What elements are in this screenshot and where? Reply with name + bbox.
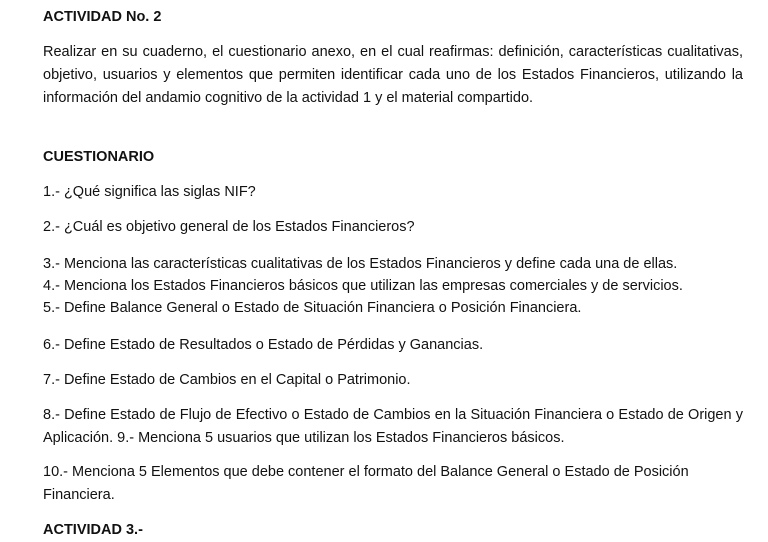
question-6: 6.- Define Estado de Resultados o Estado de Pérdidas y Ganancias.: [43, 337, 484, 353]
question-3: 3.- Menciona las características cualitativas de los Estados Financieros y define cada una de ellas.: [43, 256, 678, 272]
question-8-and-9: 8.- Define Estado de Flujo de Efectivo o Estado de Cambios en la Situación Financiera o Estado de Origen y Aplicación. 9.- Menciona 5 usuarios que utilizan los Estados Financieros básicos.: [43, 407, 743, 446]
question-1: 1.- ¿Qué significa las siglas NIF?: [43, 184, 256, 200]
question-2: 2.- ¿Cuál es objetivo general de los Estados Financieros?: [43, 219, 415, 235]
instructions-paragraph: Realizar en su cuaderno, el cuestionario anexo, en el cual reafirmas: definición, características cualitativas, objetivo, usuarios y elementos que permiten identificar cada uno de los Estados Financieros, utilizando la información del andamio cognitivo de la actividad 1 y el material compartido.: [43, 44, 743, 106]
activity-title: ACTIVIDAD No. 2: [43, 9, 162, 25]
question-4: 4.- Menciona los Estados Financieros básicos que utilizan las empresas comerciales y de servicios.: [43, 278, 683, 294]
question-7: 7.- Define Estado de Cambios en el Capital o Patrimonio.: [43, 372, 411, 388]
questionnaire-heading: CUESTIONARIO: [43, 149, 155, 165]
question-5: 5.- Define Balance General o Estado de Situación Financiera o Posición Financiera.: [43, 300, 582, 316]
next-activity-title: ACTIVIDAD 3.-: [43, 522, 143, 538]
question-10: 10.- Menciona 5 Elementos que debe contener el formato del Balance General o Estado de Posición Financiera.: [43, 464, 689, 503]
